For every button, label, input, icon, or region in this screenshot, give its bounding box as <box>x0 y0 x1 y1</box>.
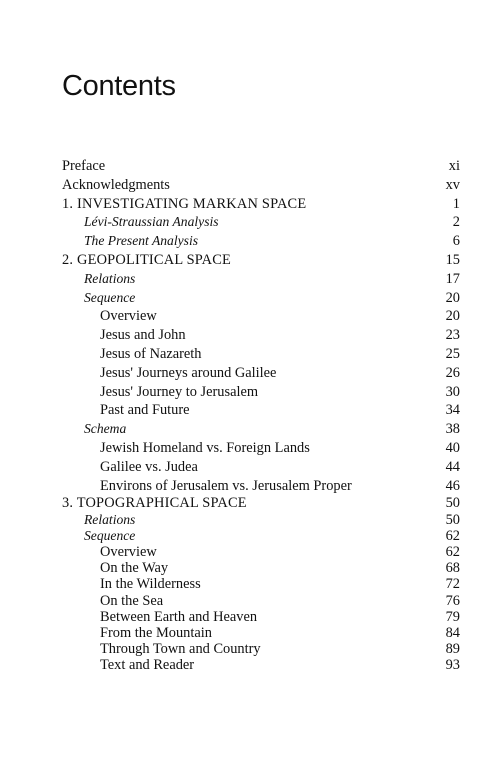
toc-entry-page-number: 17 <box>445 270 460 287</box>
toc-entry-page-number: 15 <box>445 251 460 268</box>
toc-entry-page-number: 20 <box>445 308 460 325</box>
toc-entry <box>62 326 460 345</box>
toc-entry-title: Lévi-Straussian Analysis <box>84 214 219 230</box>
toc-entry-title: The Present Analysis <box>84 233 199 249</box>
toc-entry-title: Jewish Homeland vs. Foreign Lands <box>100 439 310 456</box>
toc-entry <box>62 477 460 496</box>
toc-entry-page-number: 79 <box>445 608 460 625</box>
toc-entry-page-number: 62 <box>445 543 460 560</box>
toc-entry-page-number: 30 <box>445 383 460 400</box>
toc-entry-page-number: 46 <box>445 477 460 494</box>
toc-entry-title: Through Town and Country <box>100 641 261 658</box>
toc-entry-title: Sequence <box>84 289 136 305</box>
toc-entry <box>62 641 460 657</box>
toc-entry-title: 3. TOPOGRAPHICAL SPACE <box>62 495 247 512</box>
toc-entry <box>62 176 460 195</box>
toc-entry <box>62 232 460 251</box>
table-of-contents <box>62 157 460 674</box>
toc-entry <box>62 495 460 511</box>
toc-entry-page-number: 6 <box>452 233 460 250</box>
toc-entry-page-number: 26 <box>445 364 460 381</box>
toc-entry-title: Overview <box>100 308 157 325</box>
toc-entry-page-number: 23 <box>445 327 460 344</box>
toc-entry-page-number: 68 <box>445 560 460 577</box>
toc-entry-title: Between Earth and Heaven <box>100 608 258 625</box>
toc-entry-title: Environs of Jerusalem vs. Jerusalem Proper <box>100 477 352 494</box>
toc-entry-title: Galilee vs. Judea <box>100 458 198 475</box>
toc-entry-title: 2. GEOPOLITICAL SPACE <box>62 251 232 268</box>
page-title: Contents <box>62 70 176 102</box>
toc-entry <box>62 560 460 576</box>
toc-entry <box>62 401 460 420</box>
toc-entry-title: Preface <box>62 158 106 174</box>
toc-entry-title: Relations <box>84 270 136 286</box>
toc-entry-title: Overview <box>100 543 157 560</box>
toc-entry <box>62 364 460 383</box>
toc-entry-title: Jesus and John <box>100 327 186 344</box>
toc-entry-page-number: 93 <box>445 657 460 674</box>
toc-entry-page-number: xv <box>445 176 460 193</box>
toc-entry <box>62 458 460 477</box>
toc-entry-title: Jesus' Journeys around Galilee <box>100 364 277 381</box>
toc-entry-page-number: 76 <box>445 592 460 609</box>
toc-entry-title: On the Sea <box>100 592 164 609</box>
toc-entry <box>62 383 460 402</box>
toc-entry-page-number: 38 <box>445 421 460 438</box>
toc-entry <box>62 251 460 270</box>
toc-entry-title: Jesus of Nazareth <box>100 345 202 362</box>
toc-entry <box>62 593 460 609</box>
toc-entry-page-number: 1 <box>452 195 460 212</box>
toc-entry-page-number: xi <box>448 158 460 174</box>
toc-entry-page-number: 50 <box>445 495 460 512</box>
toc-entry-title: Acknowledgments <box>62 176 170 193</box>
toc-entry-page-number: 25 <box>445 345 460 362</box>
toc-entry <box>62 345 460 364</box>
toc-entry-title: Text and Reader <box>100 657 195 674</box>
toc-entry <box>62 439 460 458</box>
toc-entry-page-number: 20 <box>445 289 460 306</box>
toc-entry <box>62 157 460 176</box>
toc-entry <box>62 213 460 232</box>
toc-entry-page-number: 44 <box>445 458 460 475</box>
toc-entry <box>62 420 460 439</box>
toc-entry-page-number: 2 <box>452 214 460 231</box>
toc-entry <box>62 657 460 673</box>
toc-entry-title: On the Way <box>100 560 169 577</box>
toc-entry-page-number: 84 <box>445 624 460 641</box>
toc-entry-page-number: 72 <box>445 576 460 593</box>
toc-entry <box>62 195 460 214</box>
toc-entry <box>62 625 460 641</box>
toc-entry <box>62 576 460 592</box>
toc-entry <box>62 270 460 289</box>
toc-entry-title: From the Mountain <box>100 624 212 641</box>
toc-entry-title: Past and Future <box>100 402 190 419</box>
toc-entry <box>62 307 460 326</box>
toc-entry <box>62 544 460 560</box>
toc-entry-title: 1. INVESTIGATING MARKAN SPACE <box>62 195 307 212</box>
toc-entry-title: In the Wilderness <box>100 576 201 593</box>
toc-entry-title: Jesus' Journey to Jerusalem <box>100 383 259 400</box>
toc-entry-page-number: 89 <box>445 641 460 658</box>
toc-entry-page-number: 62 <box>445 527 460 544</box>
toc-entry-page-number: 40 <box>445 439 460 456</box>
toc-entry <box>62 528 460 544</box>
toc-entry-page-number: 34 <box>445 402 460 419</box>
toc-entry <box>62 512 460 528</box>
toc-entry-title: Sequence <box>84 527 136 543</box>
toc-entry <box>62 609 460 625</box>
toc-entry-title: Relations <box>84 511 136 527</box>
toc-entry <box>62 289 460 308</box>
toc-entry-title: Schema <box>84 421 127 437</box>
toc-entry-page-number: 50 <box>445 511 460 528</box>
